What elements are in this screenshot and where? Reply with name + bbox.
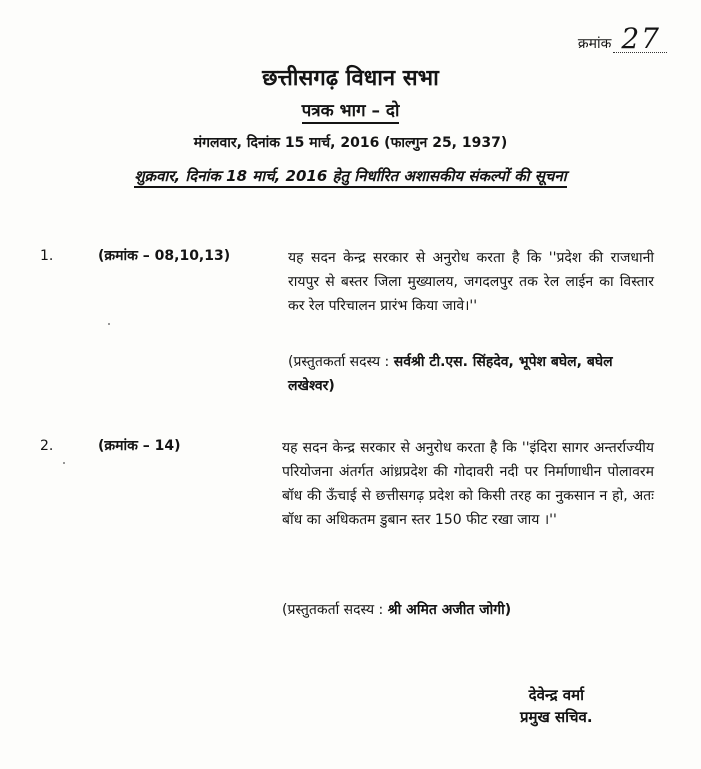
serial-number: 27 (613, 26, 667, 53)
document-subtitle (0, 98, 701, 121)
scan-speck (108, 323, 110, 325)
serial-label: क्रमांक (577, 36, 612, 52)
item-index: 1. (40, 248, 54, 264)
item-index: 2. (40, 438, 54, 454)
item-text: यह सदन केन्द्र सरकार से अनुरोध करता है कि ''इंदिरा सागर अन्तर्राज्यीय परियोजना अंतर्गत आंध्रप्रदेश की गोदावरी नदी पर निर्माणाधीन पोलावरम बॉध की ऊँचाई से छत्तीसगढ़ प्रदेश को किसी तरह का नुकसान न हो, अतः बॉध का अधिकतम डुबान स्तर 150 फीट रखा जाय ।'' (282, 440, 654, 528)
item-reference: (क्रमांक – 14) (98, 438, 181, 454)
item-presenter (282, 598, 654, 622)
item-presenter (288, 350, 654, 398)
item-text: यह सदन केन्द्र सरकार से अनुरोध करता है कि ''प्रदेश की राजधानी रायपुर से बस्तर जिला मुख्यालय, जगदलपुर तक रेल लाईन का विस्तार कर रेल परिचालन प्रारंभ किया जावे।'' (288, 250, 654, 314)
notice-heading (0, 166, 701, 186)
signatory-designation: प्रमुख सचिव. (520, 708, 593, 726)
dateline: मंगलवार, दिनांक 15 मार्च, 2016 (फाल्गुन 25, 1937) (193, 135, 508, 151)
signature-block (520, 684, 593, 728)
presenter-label: (प्रस्तुतकर्ता सदस्य : (282, 602, 384, 618)
assembly-title: छत्तीसगढ़ विधान सभा (262, 66, 439, 91)
subtitle-text: पत्रक भाग – दो (302, 101, 400, 124)
presenter-label: (प्रस्तुतकर्ता सदस्य : (288, 354, 390, 370)
presenter-names: सर्वश्री टी.एस. सिंहदेव, भूपेश बघेल, बघेल लखेश्वर) (288, 354, 613, 394)
notice-text: शुक्रवार, दिनांक 18 मार्च, 2016 हेतु निर्धारित अशासकीय संकल्पों की सूचना (134, 167, 566, 188)
scan-speck (63, 462, 65, 464)
signatory-name: देवेन्द्र वर्मा (528, 686, 584, 704)
serial-number-block (577, 22, 667, 55)
presenter-names: श्री अमित अजीत जोगी) (387, 602, 512, 618)
item-reference: (क्रमांक – 08,10,13) (98, 248, 231, 264)
